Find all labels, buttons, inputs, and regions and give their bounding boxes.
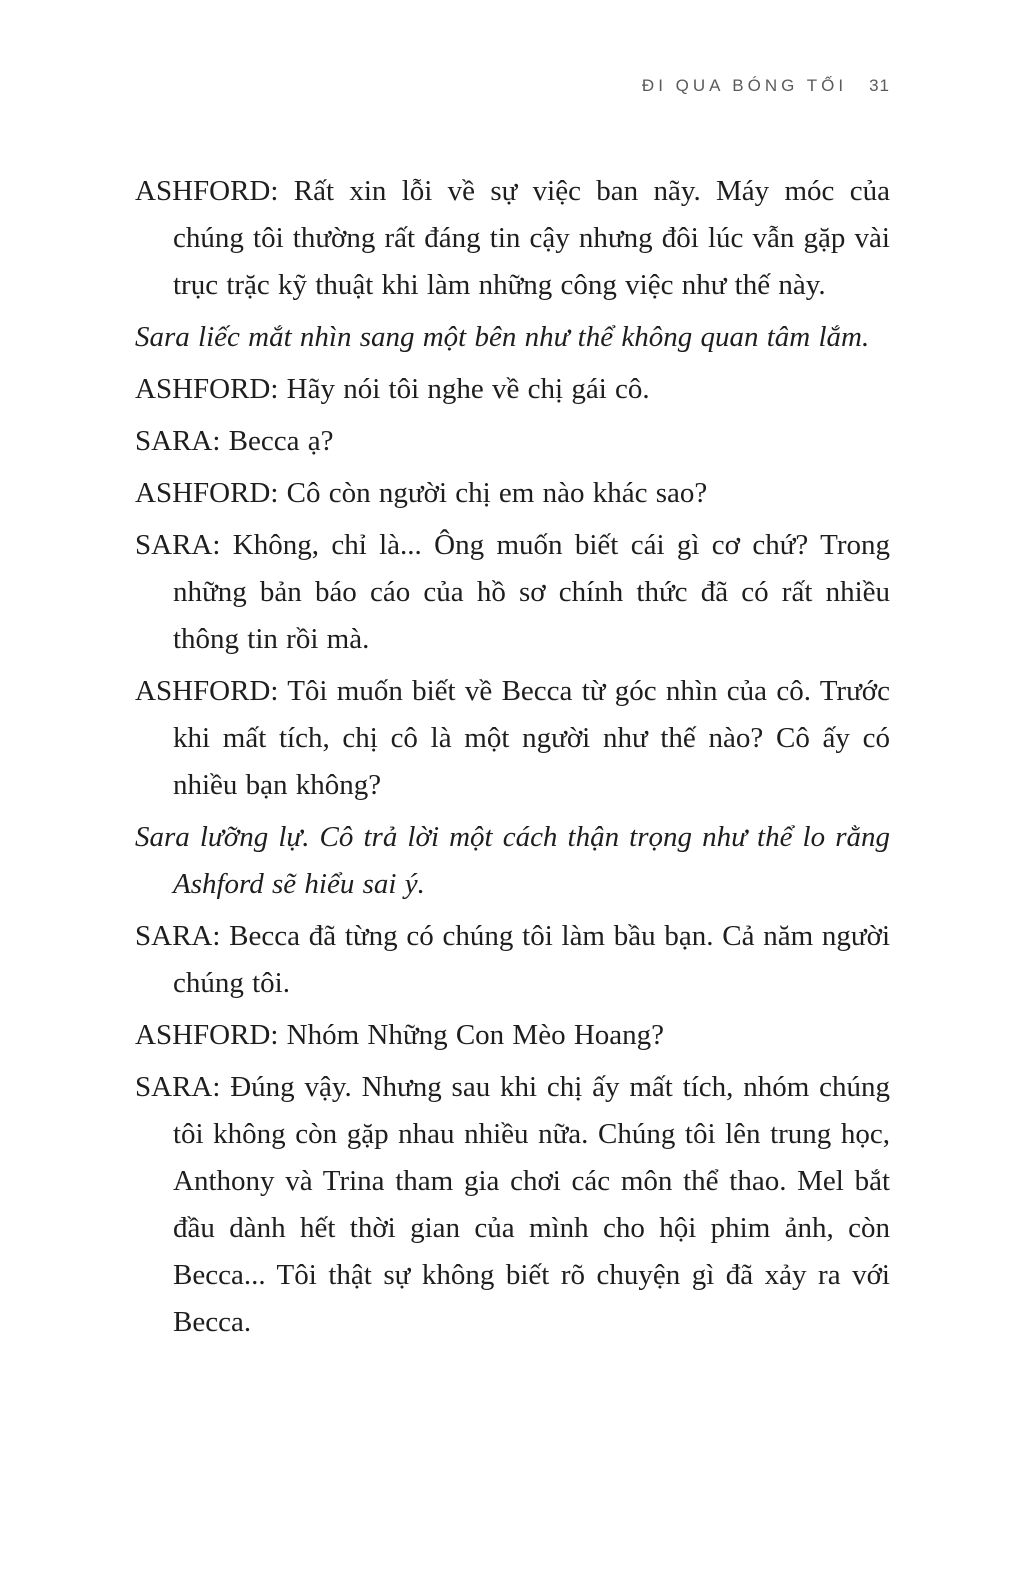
dialogue-paragraph: ASHFORD: Tôi muốn biết về Becca từ góc nhìn của cô. Trước khi mất tích, chị cô là một người như thế nào? Cô ấy có nhiều bạn không? (135, 675, 890, 801)
dialogue-paragraph: SARA: Đúng vậy. Nhưng sau khi chị ấy mất tích, nhóm chúng tôi không còn gặp nhau nhiều nữa. Chúng tôi lên trung học, Anthony và Trina tham gia chơi các môn thể thao. Mel bắt đầu dành hết thời gian của mình cho hội phim ảnh, còn Becca... Tôi thật sự không biết rõ chuyện gì đã xảy ra với Becca. (135, 1071, 890, 1338)
dialogue-paragraph: ASHFORD: Rất xin lỗi về sự việc ban nãy. Máy móc của chúng tôi thường rất đáng tin cậy nhưng đôi lúc vẫn gặp vài trục trặc kỹ thuật khi làm những công việc như thế này. (135, 175, 890, 301)
dialogue-paragraph: ASHFORD: Nhóm Những Con Mèo Hoang? (135, 1019, 665, 1051)
dialogue-paragraph: ASHFORD: Cô còn người chị em nào khác sao? (135, 477, 708, 509)
running-title: ĐI QUA BÓNG TỐI (641, 76, 848, 95)
page-number: 31 (869, 76, 890, 95)
dialogue-paragraph: SARA: Không, chỉ là... Ông muốn biết cái gì cơ chứ? Trong những bản báo cáo của hồ sơ chính thức đã có rất nhiều thông tin rồi mà. (135, 529, 890, 655)
dialogue-list (135, 168, 890, 1351)
dialogue-paragraph: SARA: Becca ạ? (135, 425, 334, 457)
stage-direction: Sara lưỡng lự. Cô trả lời một cách thận trọng như thể lo rằng Ashford sẽ hiểu sai ý. (135, 821, 890, 900)
dialogue-paragraph: SARA: Becca đã từng có chúng tôi làm bầu bạn. Cả năm người chúng tôi. (135, 920, 890, 999)
stage-direction: Sara liếc mắt nhìn sang một bên như thể không quan tâm lắm. (135, 321, 870, 353)
dialogue-paragraph: ASHFORD: Hãy nói tôi nghe về chị gái cô. (135, 373, 650, 405)
running-header (135, 76, 890, 96)
